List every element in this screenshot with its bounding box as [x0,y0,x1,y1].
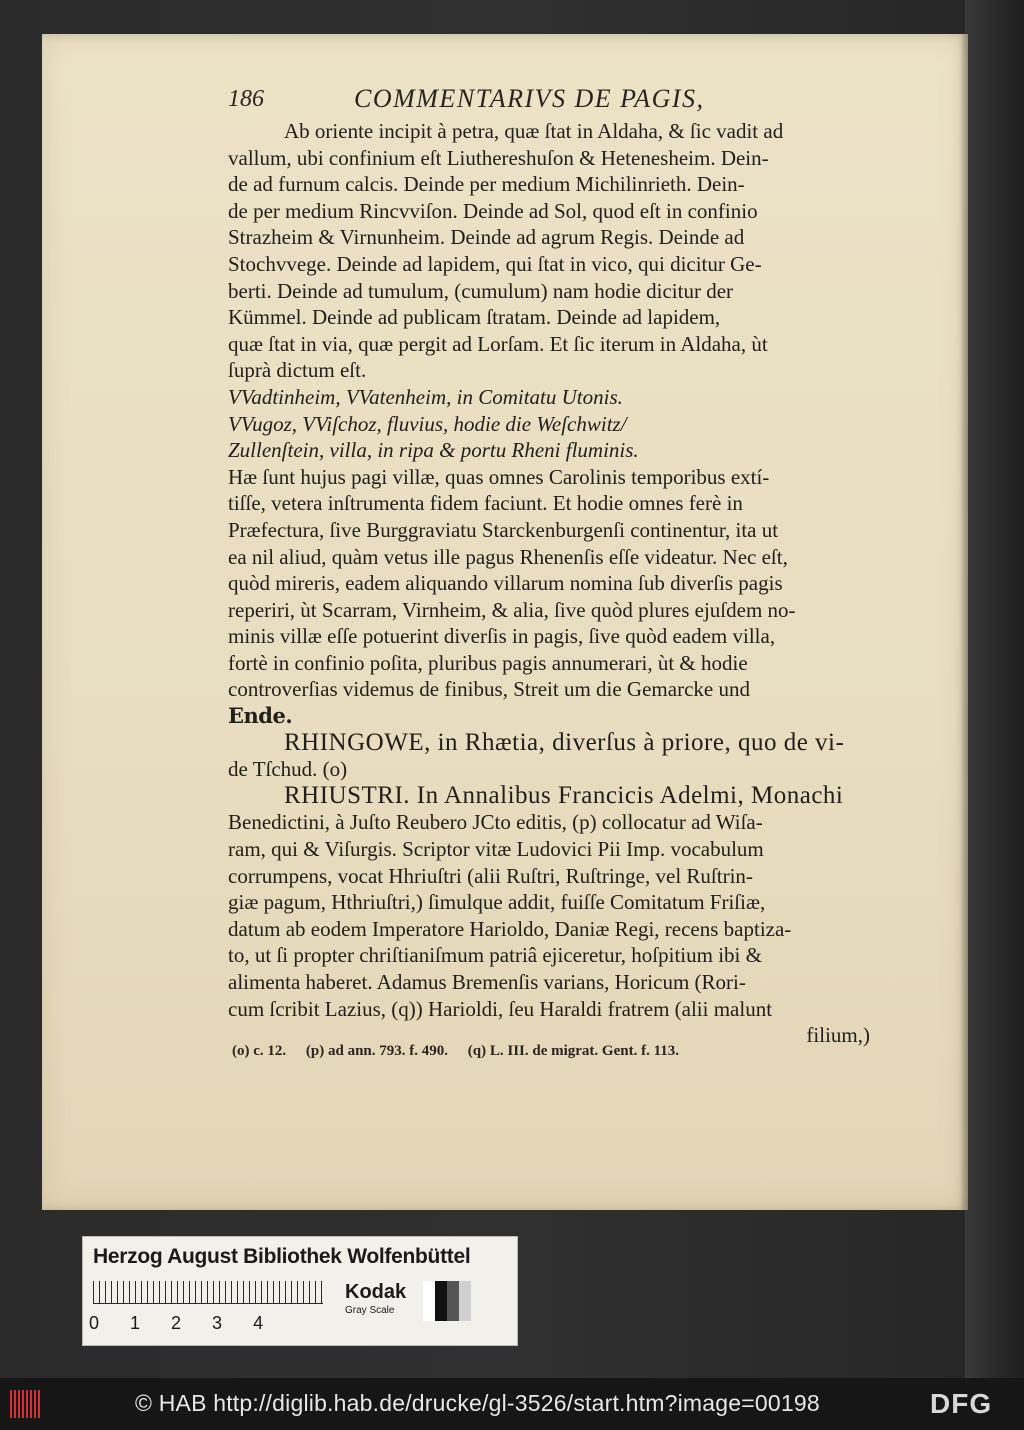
text-line: Hæ ſunt hujus pagi villæ, quas omnes Carolinis temporibus extí- [228,464,770,489]
text-line: tiſſe, vetera inſtrumenta fidem faciunt. Et hodie omnes ferè in [228,491,743,516]
footnote-o: (o) c. 12. [232,1043,287,1059]
text-line: datum ab eodem Imperatore Harioldo, Daniæ Regi, recens baptiza- [228,916,792,941]
gray-swatch [447,1281,459,1321]
text-line: de per medium Rincvviſon. Deinde ad Sol, quod eſt in confinio [228,198,758,223]
copyright-link[interactable]: © HAB http://diglib.hab.de/drucke/gl-3526/start.htm?image=00198 [135,1390,820,1416]
text-line: VVugoz, VViſchoz, fluvius, hodie die Weſchwitz/ [228,411,627,436]
text-line: minis villæ eſſe potuerint diverſis in pagis, ſive quòd eadem villa, [228,624,776,649]
text-line: fortè in confinio poſita, pluribus pagis annumerari, ùt & hodie [228,650,748,675]
text-line: reperiri, ùt Scarram, Virnheim, & alia, ſive quòd plures ejuſdem no- [228,597,796,622]
text-line: giæ pagum, Hthriuſtri,) ſimulque addit, fuiſſe Comitatum Friſiæ, [228,890,766,915]
text-line: Ab oriente incipit à petra, quæ ſtat in Aldaha, & ſic vadit ad [284,119,784,143]
footnotes [232,1043,872,1060]
barcode-icon [10,1390,40,1418]
text-line: cum ſcribit Lazius, (q)) Harioldi, ſeu Haraldi fratrem (alii malunt [228,996,773,1021]
ruler-scale [93,1281,323,1304]
gray-swatch [435,1281,447,1321]
text-line: alimenta haberet. Adamus Bremenſis varians, Horicum (Rori- [228,970,746,994]
text-line: corrumpens, vocat Hhriuſtri (alii Ruſtri, Ruſtringe, vel Ruſtrin- [228,863,753,888]
catchword: filium,) [806,1023,870,1048]
section-heading-rhiustri: RHIUSTRI. In Annalibus Francicis Adelmi, Monachi [284,781,844,809]
text-line: Benedictini, à Juſto Reubero JCto editis, (p) collocatur ad Wiſa- [228,810,763,835]
ruler-number: 3 [212,1313,223,1333]
ruler-number: 1 [130,1313,141,1333]
page-gutter-shadow [960,34,968,1210]
running-title: COMMENTARIVS DE PAGIS, [354,84,705,113]
text-line: Stochvvege. Deinde ad lapidem, qui ſtat in vico, qui dicitur Ge- [228,251,762,276]
text-line: vallum, ubi confinium eſt Liuthereshuſon & Hetenesheim. Dein- [228,145,769,170]
text-line: ſuprà dictum eſt. [228,358,367,383]
text-line: quæ ſtat in via, quæ pergit ad Lorſam. Et ſic iterum in Aldaha, ùt [228,331,768,356]
text-line: ram, qui & Viſurgis. Scriptor vitæ Ludovici Pii Imp. vocabulum [228,837,764,862]
section-heading-rhingowe: RHINGOWE, in Rhætia, diverſus à priore, quo de vi- [284,728,845,756]
footnote-q: (q) L. III. de migrat. Gent. f. 113. [467,1043,680,1059]
text-line: ea nil aliud, quàm vetus ille pagus Rhenenſis eſſe videatur. Nec eſt, [228,544,788,569]
text-line: Ende. [228,703,293,729]
text-line: controverſias videmus de finibus, Streit um die Gemarcke und [228,677,750,702]
gray-swatch [423,1281,435,1321]
dfg-logo: DFG [930,1388,993,1419]
page-body-text [228,118,870,1049]
gray-swatch [459,1281,471,1321]
text-line: Kümmel. Deinde ad publicam ſtratam. Deinde ad lapidem, [228,305,721,330]
footnote-p: (p) ad ann. 793. f. 490. [305,1043,449,1059]
ruler-numbers [89,1313,339,1334]
ruler-number: 4 [253,1313,264,1333]
color-calibration-label [82,1236,518,1346]
gray-scale-caption: Gray Scale [345,1305,395,1316]
facing-page-edge [965,0,1024,1378]
ruler-number: 0 [89,1313,100,1333]
page-header [228,84,788,118]
text-line: Præfectura, ſive Burggraviatu Starckenburgenſi continentur, ita ut [228,517,779,542]
text-line: quòd mireris, eadem aliquando villarum nomina ſub diverſis pagis [228,571,783,596]
text-line: Strazheim & Virnunheim. Deinde ad agrum Regis. Deinde ad [228,225,745,250]
viewer-footer [0,1378,1024,1430]
text-line: de ad furnum calcis. Deinde per medium Michilinrieth. Dein- [228,172,745,197]
library-name: Herzog August Bibliothek Wolfenbüttel [93,1245,471,1268]
kodak-brand: Kodak [345,1281,407,1303]
page-number: 186 [228,86,264,112]
text-line: Zullenſtein, villa, in ripa & portu Rheni fluminis. [228,438,639,463]
text-line: de Tſchud. (o) [228,757,348,782]
ruler-number: 2 [171,1313,182,1333]
text-line: to, ut ſi propter chriſtianiſmum patriâ ejiceretur, hoſpitium ibi & [228,943,762,968]
text-line: berti. Deinde ad tumulum, (cumulum) nam hodie dicitur der [228,278,734,303]
text-line: VVadtinheim, VVatenheim, in Comitatu Utonis. [228,384,623,409]
